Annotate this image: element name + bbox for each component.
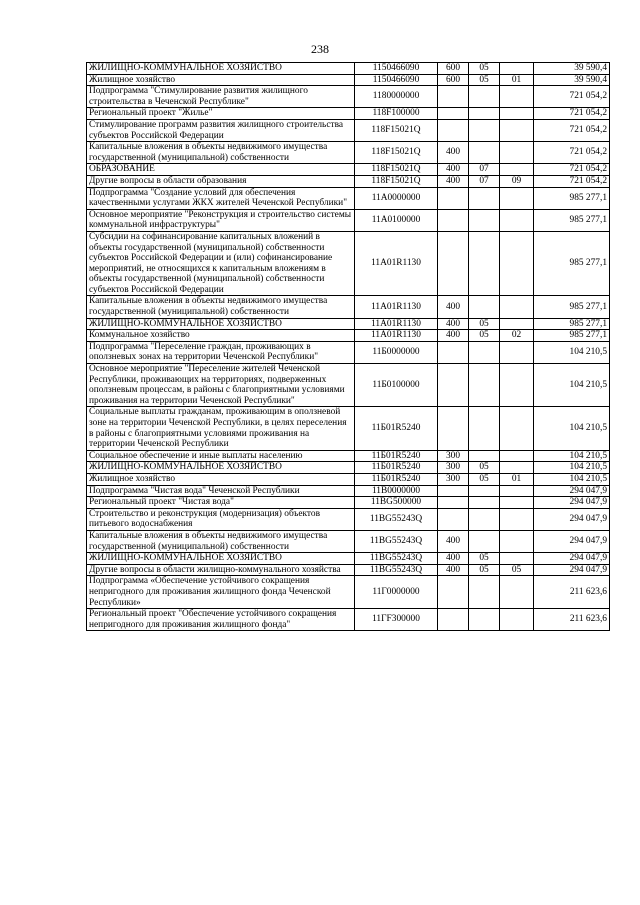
row-name-cell: Капитальные вложения в объекты недвижимого имущества государственной (муниципальной) собственности [87, 530, 355, 552]
row-rz-cell [469, 407, 500, 450]
row-rz-cell: 07 [469, 175, 500, 187]
row-vr-cell [438, 364, 469, 407]
row-vr-cell: 600 [438, 74, 469, 86]
row-sum-cell: 39 590,4 [534, 63, 610, 75]
row-name-cell: Субсидии на софинансирование капитальных вложений в объекты государственной (муниципальной) собственности субъектов Российской Федерации и (или) софинансирование мероприятий, не относящихся к капитальным вложениям в объекты государственной (муниципальной) собственности субъектов Российской Федерации [87, 231, 355, 296]
row-sum-cell: 985 277,1 [534, 187, 610, 209]
row-pr-cell [500, 576, 534, 609]
row-sum-cell: 294 047,9 [534, 497, 610, 509]
row-sum-cell: 721 054,2 [534, 119, 610, 141]
row-code-cell: 11Б01R5240 [355, 407, 438, 450]
table-row [87, 497, 610, 509]
table-row [87, 364, 610, 407]
row-rz-cell: 05 [469, 462, 500, 474]
row-pr-cell [500, 609, 534, 631]
row-sum-cell: 294 047,9 [534, 508, 610, 530]
row-rz-cell: 05 [469, 564, 500, 576]
table-row [87, 530, 610, 552]
row-vr-cell [438, 209, 469, 231]
row-sum-cell: 211 623,6 [534, 576, 610, 609]
row-name-cell: ЖИЛИЩНО-КОММУНАЛЬНОЕ ХОЗЯЙСТВО [87, 462, 355, 474]
row-rz-cell [469, 296, 500, 318]
row-rz-cell [469, 530, 500, 552]
row-name-cell: Региональный проект "Чистая вода" [87, 497, 355, 509]
row-name-cell: Капитальные вложения в объекты недвижимого имущества государственной (муниципальной) собственности [87, 142, 355, 164]
budget-table-body [87, 63, 610, 631]
row-sum-cell: 39 590,4 [534, 74, 610, 86]
table-row [87, 74, 610, 86]
budget-table [86, 62, 610, 631]
row-name-cell: Региональный проект "Жилье" [87, 108, 355, 120]
row-code-cell: 11А0100000 [355, 209, 438, 231]
row-vr-cell: 400 [438, 175, 469, 187]
row-pr-cell [500, 450, 534, 462]
row-vr-cell: 400 [438, 318, 469, 330]
row-pr-cell [500, 485, 534, 497]
row-sum-cell: 985 277,1 [534, 330, 610, 342]
table-row [87, 296, 610, 318]
row-pr-cell [500, 364, 534, 407]
row-vr-cell [438, 231, 469, 296]
row-pr-cell [500, 63, 534, 75]
row-vr-cell [438, 485, 469, 497]
row-pr-cell [500, 296, 534, 318]
row-code-cell: 11А01R1130 [355, 296, 438, 318]
row-rz-cell [469, 209, 500, 231]
row-vr-cell [438, 119, 469, 141]
row-pr-cell [500, 209, 534, 231]
row-vr-cell [438, 187, 469, 209]
row-code-cell: 11Б01R5240 [355, 473, 438, 485]
row-rz-cell [469, 142, 500, 164]
row-code-cell: 11Б01R5240 [355, 450, 438, 462]
row-rz-cell [469, 108, 500, 120]
row-rz-cell [469, 364, 500, 407]
row-rz-cell [469, 119, 500, 141]
row-pr-cell [500, 508, 534, 530]
row-rz-cell [469, 609, 500, 631]
row-code-cell: 11ГF300000 [355, 609, 438, 631]
row-vr-cell: 300 [438, 450, 469, 462]
row-vr-cell: 400 [438, 553, 469, 565]
row-pr-cell [500, 164, 534, 176]
table-row [87, 553, 610, 565]
row-rz-cell [469, 86, 500, 108]
row-name-cell: Капитальные вложения в объекты недвижимого имущества государственной (муниципальной) собственности [87, 296, 355, 318]
row-name-cell: Подпрограмма "Чистая вода" Чеченской Республики [87, 485, 355, 497]
row-sum-cell: 104 210,5 [534, 341, 610, 363]
row-vr-cell: 300 [438, 462, 469, 474]
row-code-cell: 11Б0100000 [355, 364, 438, 407]
row-code-cell: 11ВG55243Q [355, 508, 438, 530]
row-sum-cell: 721 054,2 [534, 108, 610, 120]
row-name-cell: Подпрограмма "Переселение граждан, проживающих в оползневых зонах на территории Чеченской Республики" [87, 341, 355, 363]
row-sum-cell: 985 277,1 [534, 296, 610, 318]
row-vr-cell [438, 508, 469, 530]
row-code-cell: 1150466090 [355, 74, 438, 86]
row-pr-cell: 09 [500, 175, 534, 187]
row-code-cell: 11Б01R5240 [355, 462, 438, 474]
row-name-cell: Стимулирование программ развития жилищного строительства субъектов Российской Федерации [87, 119, 355, 141]
row-rz-cell [469, 450, 500, 462]
row-code-cell: 11ВG500000 [355, 497, 438, 509]
row-code-cell: 11В0000000 [355, 485, 438, 497]
row-vr-cell: 300 [438, 473, 469, 485]
row-sum-cell: 104 210,5 [534, 364, 610, 407]
row-rz-cell [469, 497, 500, 509]
row-vr-cell [438, 407, 469, 450]
row-vr-cell [438, 108, 469, 120]
table-row [87, 450, 610, 462]
row-name-cell: Другие вопросы в области жилищно-коммунального хозяйства [87, 564, 355, 576]
row-rz-cell [469, 187, 500, 209]
table-row [87, 341, 610, 363]
table-row [87, 164, 610, 176]
row-name-cell: Другие вопросы в области образования [87, 175, 355, 187]
row-vr-cell: 400 [438, 330, 469, 342]
row-rz-cell [469, 485, 500, 497]
row-pr-cell: 05 [500, 564, 534, 576]
row-code-cell: 118F15021Q [355, 142, 438, 164]
row-pr-cell [500, 86, 534, 108]
row-code-cell: 118F15021Q [355, 119, 438, 141]
table-row [87, 407, 610, 450]
row-pr-cell [500, 119, 534, 141]
row-code-cell: 1180000000 [355, 86, 438, 108]
row-name-cell: ЖИЛИЩНО-КОММУНАЛЬНОЕ ХОЗЯЙСТВО [87, 63, 355, 75]
row-vr-cell [438, 497, 469, 509]
row-vr-cell [438, 609, 469, 631]
row-pr-cell [500, 341, 534, 363]
row-sum-cell: 721 054,2 [534, 142, 610, 164]
row-pr-cell [500, 142, 534, 164]
row-pr-cell [500, 231, 534, 296]
row-pr-cell: 02 [500, 330, 534, 342]
table-row [87, 564, 610, 576]
row-name-cell: Подпрограмма "Стимулирование развития жилищного строительства в Чеченской Республике" [87, 86, 355, 108]
row-pr-cell: 01 [500, 473, 534, 485]
row-sum-cell: 985 277,1 [534, 231, 610, 296]
row-name-cell: Коммунальное хозяйство [87, 330, 355, 342]
row-rz-cell: 05 [469, 473, 500, 485]
row-name-cell: Региональный проект "Обеспечение устойчивого сокращения непригодного для проживания жилищного фонда" [87, 609, 355, 631]
row-sum-cell: 721 054,2 [534, 175, 610, 187]
row-rz-cell: 05 [469, 330, 500, 342]
row-code-cell: 11А01R1130 [355, 330, 438, 342]
row-code-cell: 11ВG55243Q [355, 530, 438, 552]
row-name-cell: ЖИЛИЩНО-КОММУНАЛЬНОЕ ХОЗЯЙСТВО [87, 553, 355, 565]
row-sum-cell: 104 210,5 [534, 407, 610, 450]
row-code-cell: 11А0000000 [355, 187, 438, 209]
row-sum-cell: 294 047,9 [534, 530, 610, 552]
row-sum-cell: 104 210,5 [534, 462, 610, 474]
table-row [87, 63, 610, 75]
row-name-cell: Жилищное хозяйство [87, 473, 355, 485]
row-pr-cell [500, 318, 534, 330]
row-name-cell: Социальные выплаты гражданам, проживающим в оползневой зоне на территории Чеченской Республики, в целях переселения в районы с благоприятными условиями проживания на территории Чеченской Республики [87, 407, 355, 450]
table-row [87, 187, 610, 209]
row-rz-cell: 05 [469, 74, 500, 86]
row-pr-cell: 01 [500, 74, 534, 86]
row-code-cell: 11А01R1130 [355, 318, 438, 330]
row-name-cell: ОБРАЗОВАНИЕ [87, 164, 355, 176]
row-name-cell: Подпрограмма "Создание условий для обеспечения качественными услугами ЖКХ жителей Чеченской Республики" [87, 187, 355, 209]
table-row [87, 485, 610, 497]
row-code-cell: 118F15021Q [355, 175, 438, 187]
row-code-cell: 1150466090 [355, 63, 438, 75]
row-rz-cell: 05 [469, 318, 500, 330]
table-row [87, 142, 610, 164]
row-rz-cell [469, 341, 500, 363]
row-pr-cell [500, 187, 534, 209]
row-code-cell: 11Г0000000 [355, 576, 438, 609]
row-vr-cell: 400 [438, 530, 469, 552]
row-sum-cell: 985 277,1 [534, 318, 610, 330]
table-row [87, 108, 610, 120]
table-row [87, 330, 610, 342]
row-rz-cell: 05 [469, 553, 500, 565]
row-pr-cell [500, 407, 534, 450]
table-row [87, 576, 610, 609]
row-rz-cell: 05 [469, 63, 500, 75]
row-code-cell: 11ВG55243Q [355, 564, 438, 576]
row-rz-cell [469, 231, 500, 296]
row-rz-cell [469, 508, 500, 530]
row-sum-cell: 104 210,5 [534, 473, 610, 485]
table-row [87, 609, 610, 631]
row-vr-cell: 600 [438, 63, 469, 75]
table-row [87, 318, 610, 330]
row-pr-cell [500, 497, 534, 509]
table-row [87, 231, 610, 296]
row-sum-cell: 211 623,6 [534, 609, 610, 631]
table-row [87, 462, 610, 474]
row-rz-cell: 07 [469, 164, 500, 176]
row-pr-cell [500, 553, 534, 565]
row-sum-cell: 985 277,1 [534, 209, 610, 231]
row-name-cell: Социальное обеспечение и иные выплаты населению [87, 450, 355, 462]
row-sum-cell: 294 047,9 [534, 553, 610, 565]
page-number: 238 [311, 42, 329, 56]
row-name-cell: Основное мероприятие "Реконструкция и строительство системы коммунальной инфраструктуры" [87, 209, 355, 231]
row-name-cell: ЖИЛИЩНО-КОММУНАЛЬНОЕ ХОЗЯЙСТВО [87, 318, 355, 330]
row-code-cell: 118F100000 [355, 108, 438, 120]
row-vr-cell: 400 [438, 564, 469, 576]
row-vr-cell: 400 [438, 296, 469, 318]
row-sum-cell: 104 210,5 [534, 450, 610, 462]
row-code-cell: 11Б0000000 [355, 341, 438, 363]
row-vr-cell [438, 341, 469, 363]
table-row [87, 473, 610, 485]
row-rz-cell [469, 576, 500, 609]
row-name-cell: Подпрограмма «Обеспечение устойчивого сокращения непригодного для проживания жилищного фонда Чеченской Республики» [87, 576, 355, 609]
row-vr-cell [438, 86, 469, 108]
row-sum-cell: 721 054,2 [534, 164, 610, 176]
row-sum-cell: 721 054,2 [534, 86, 610, 108]
row-pr-cell [500, 462, 534, 474]
row-vr-cell: 400 [438, 164, 469, 176]
row-name-cell: Строительство и реконструкция (модернизация) объектов питьевого водоснабжения [87, 508, 355, 530]
row-sum-cell: 294 047,9 [534, 485, 610, 497]
table-row [87, 86, 610, 108]
row-code-cell: 118F15021Q [355, 164, 438, 176]
row-sum-cell: 294 047,9 [534, 564, 610, 576]
row-name-cell: Жилищное хозяйство [87, 74, 355, 86]
table-row [87, 175, 610, 187]
table-row [87, 119, 610, 141]
row-pr-cell [500, 108, 534, 120]
table-row [87, 508, 610, 530]
row-pr-cell [500, 530, 534, 552]
row-code-cell: 11А01R1130 [355, 231, 438, 296]
row-name-cell: Основное мероприятие "Переселение жителей Чеченской Республики, проживающих на территориях, подверженных оползневым процессам, в районы с благоприятными условиями проживания на территории Чеченской Республики" [87, 364, 355, 407]
row-code-cell: 11ВG55243Q [355, 553, 438, 565]
table-row [87, 209, 610, 231]
row-vr-cell: 400 [438, 142, 469, 164]
row-vr-cell [438, 576, 469, 609]
